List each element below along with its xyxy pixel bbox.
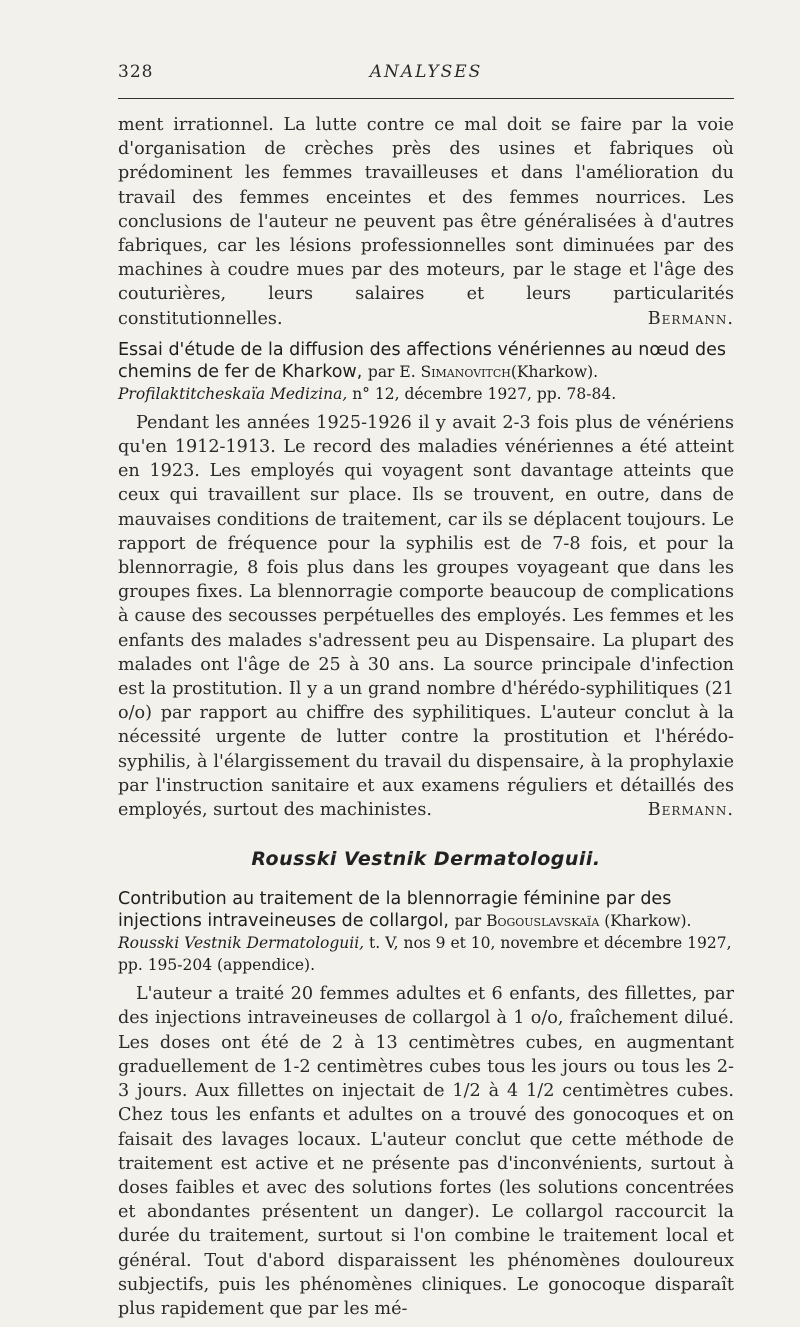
article2-ref-details: t. V, nos 9 et 10, novembre et décembre 1927, pp. 195-204 (appendice). — [118, 934, 732, 975]
article2-place: (Kharkow). — [604, 912, 692, 931]
page-number: 328 — [118, 62, 154, 82]
article1-ref-par: par E. — [367, 362, 416, 381]
article1-signature: Bermann. — [647, 800, 734, 821]
page-header — [118, 62, 734, 88]
article2-text: L'auteur a traité 20 femmes adultes et 6 enfants, des fillettes, par des injections intraveineuses de collargol à 1 o/o, fraîchement dilué. Les doses ont été de 2 à 13 centimètres cubes, en augmentant graduellement de 1-2 centimètres cubes tous les jours ou tous les 2-3 jours. Aux fillettes on injectait de 1/2 à 4 1/2 centimètres cubes. Chez tous les enfants et adultes on a trouvé des gonocoques et on faisait des lavages locaux. L'auteur conclut que cette méthode de traitement est active et ne présente pas d'inconvénients, surtout à doses faibles et avec des solutions fortes (les solutions concentrées et abondantes présentent un danger). Le collargol raccourcit la durée du traitement, surtout si l'on combine le traitement local et général. Tout d'abord disparaissent les phénomènes douloureux subjectifs, puis les phénomènes cliniques. Le gonocoque disparaît plus rapidement que par les mé- — [118, 984, 734, 1319]
article1-place: (Kharkow). — [510, 362, 599, 381]
running-title: ANALYSES — [369, 62, 483, 82]
page — [118, 62, 734, 1321]
article2-body — [118, 982, 734, 1321]
article2-title: Contribution au traitement de la blennorragie féminine par des injections intraveineuses de collargol, — [118, 889, 672, 932]
intro-paragraph — [118, 113, 734, 331]
article1-text: Pendant les années 1925-1926 il y avait 2-3 fois plus de vénériens qu'en 1912-1913. Le record des maladies vénériennes a été atteint en 1923. Les employés qui voyagent sont davantage atteints que ceux qui travaillent sur place. Ils se trouvent, en outre, dans de mauvaises conditions de traitement, car ils se déplacent toujours. Le rapport de fréquence pour la syphilis est de 7-8 fois, et pour la blennorragie, 8 fois plus dans les groupes voyageant que dans les groupes fixes. La blennorragie comporte beaucoup de complications à cause des secousses perpétuelles des employés. Les femmes et les enfants des malades s'adressent peu au Dispensaire. La plupart des malades ont l'âge de 25 à 30 ans. La source principale d'infection est la prostitution. Il y a un grand nombre d'hérédo-syphilitiques (21 o/o) par rapport au chiffre des syphilitiques. L'auteur conclut à la nécessité urgente de lutter contre la prostitution et l'hérédo-syphilis, à l'élargissement du travail du dispensaire, à la prophylaxie par l'instruction sanitaire et aux examens réguliers et détaillés des employés, surtout des machinistes. — [118, 412, 734, 821]
intro-text: ment irrationnel. La lutte contre ce mal doit se faire par la voie d'organisation de crèches près des usines et fabriques où prédominent les femmes travailleuses et dans l'amélioration du travail des femmes enceintes et des femmes nourrices. Les conclusions de l'auteur ne peuvent pas être généralisées à d'autres fabriques, car les lésions professionnelles sont diminuées par des machines à coudre mues par des moteurs, par le stage et l'âge des couturières, leurs salaires et leurs particularités constitutionnelles. — [118, 115, 734, 329]
article1-title: Essai d'étude de la diffusion des affections vénériennes au nœud des chemins de fer de Kharkow, — [118, 339, 727, 382]
article1-heading — [118, 339, 734, 405]
article1-ref-details: n° 12, décembre 1927, pp. 78-84. — [352, 384, 617, 403]
article2-ref-par: par — [454, 912, 482, 931]
article1-author: Simanovitch — [420, 362, 511, 381]
article1-journal: Profilaktitcheskaïa Medizina, — [118, 384, 348, 403]
article2-journal: Rousski Vestnik Dermatologuii, — [118, 934, 365, 953]
header-rule — [118, 98, 734, 99]
article2-author: Bogouslavskaïa — [486, 912, 600, 931]
section-heading: Rousski Vestnik Dermatologuii. — [251, 848, 601, 871]
article2-heading — [118, 888, 734, 976]
article1-body — [118, 411, 734, 822]
intro-signature: Bermann. — [647, 308, 734, 329]
